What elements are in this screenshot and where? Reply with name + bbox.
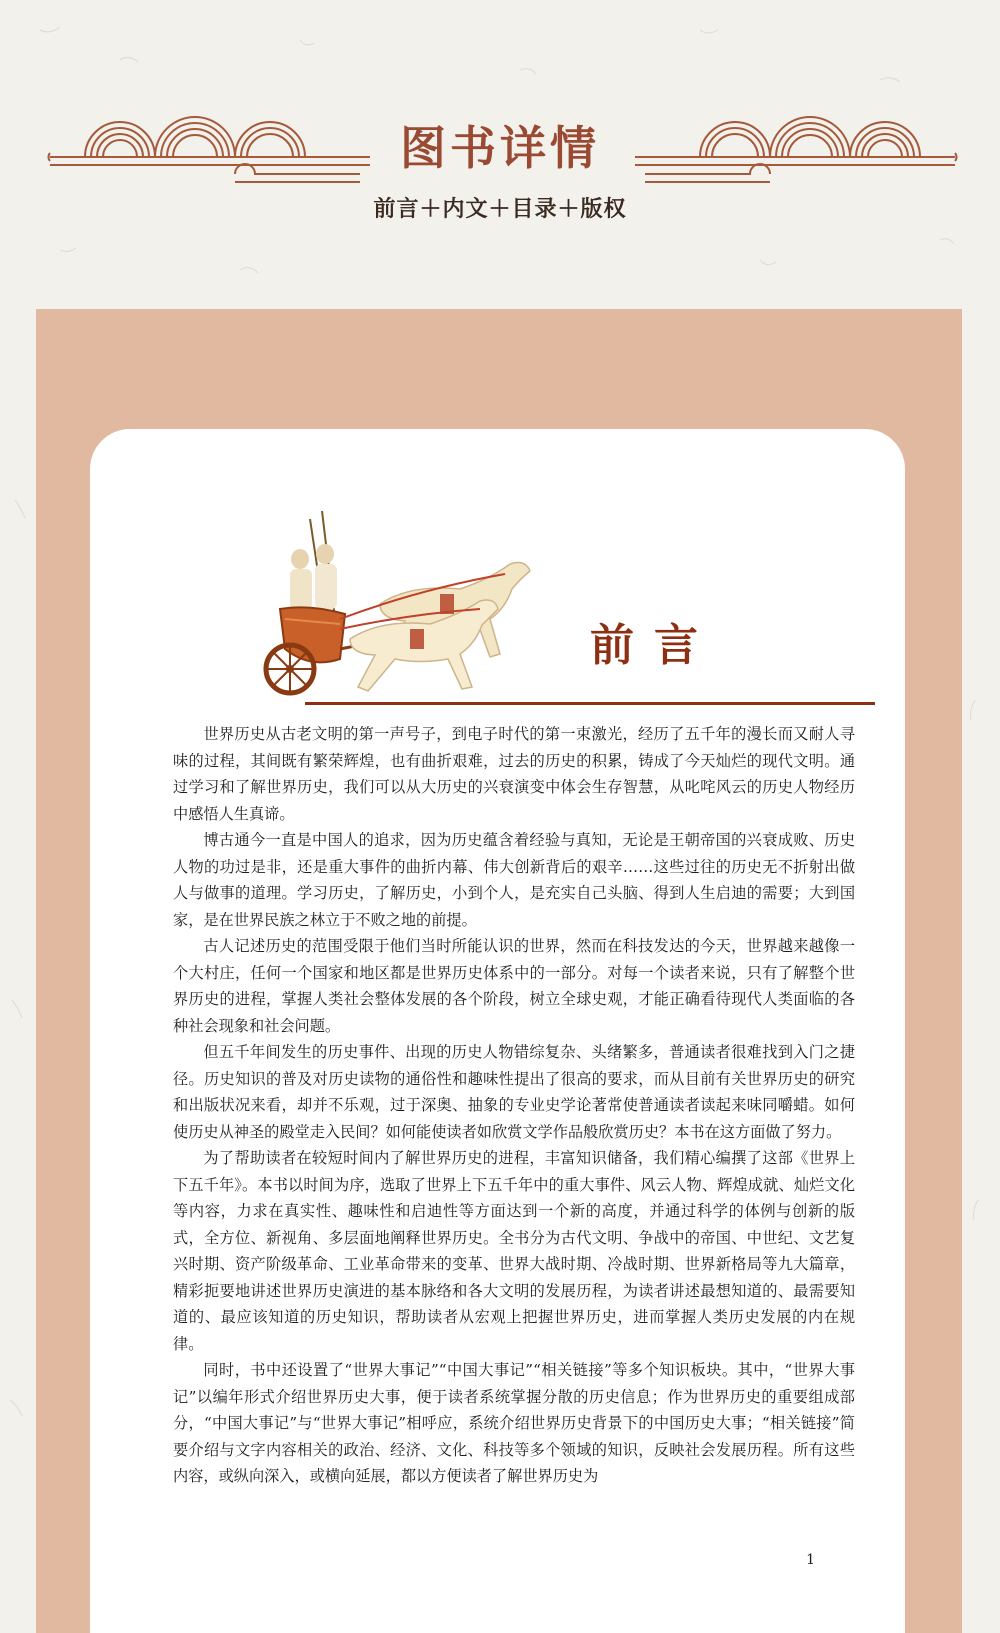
section-title: 前言 [590, 620, 718, 671]
preface-body [173, 721, 855, 1490]
paragraph: 古人记述历史的范围受限于他们当时所能认识的世界，然而在科技发达的今天，世界越来越像一个大村庄，任何一个国家和地区都是世界历史体系中的一部分。对每一个读者来说，只有了解整个世界历史的进程，掌握人类社会整体发展的各个阶段，树立全球史观，才能正确看待现代人类面临的各种社会现象和社会问题。 [173, 937, 855, 1035]
paragraph: 为了帮助读者在较短时间内了解世界历史的进程，丰富知识储备，我们精心编撰了这部《世界上下五千年》。本书以时间为序，选取了世界上下五千年中的重大事件、风云人物、辉煌成就、灿烂文化等内容，力求在真实性、趣味性和启迪性等方面达到一个新的高度，并通过科学的体例与创新的版式，全方位、新视角、多层面地阐释世界历史。全书分为古代文明、争战中的帝国、中世纪、文艺复兴时期、资产阶级革命、工业革命带来的变革、世界大战时期、冷战时期、世界新格局等九大篇章，精彩扼要地讲述世界历史演进的基本脉络和各大文明的发展历程，为读者讲述最想知道的、最需要知道的、最应该知道的历史知识，帮助读者从宏观上把握世界历史，进而掌握人类历史发展的内在规律。 [173, 1149, 855, 1353]
page-number: 1 [806, 1552, 815, 1568]
paragraph: 但五千年间发生的历史事件、出现的历史人物错综复杂、头绪繁多，普通读者很难找到入门之捷径。历史知识的普及对历史读物的通俗性和趣味性提出了很高的要求，而从目前有关世界历史的研究和出版状况来看，却并不乐观，过于深奥、抽象的专业史学论著常使普通读者读起来味同嚼蜡。如何使历史从神圣的殿堂走入民间？如何能使读者如欣赏文学作品般欣赏历史？本书在这方面做了努力。 [173, 1043, 855, 1141]
chariot-illustration-icon [240, 509, 600, 709]
book-page [90, 429, 905, 1633]
paragraph: 同时，书中还设置了“世界大事记”“中国大事记”“相关链接”等多个知识板块。其中，“世界大事记”以编年形式介绍世界历史大事，便于读者系统掌握分散的历史信息；作为世界历史的重要组成部分，“中国大事记”与“世界大事记”相呼应，系统介绍世界历史背景下的中国历史大事；“相关链接”简要介绍与文字内容相关的政治、经济、文化、科技等多个领域的知识，反映社会发展历程。所有这些内容，或纵向深入，或横向延展，都以方便读者了解世界历史为 [173, 1361, 855, 1485]
page-subtitle: 前言＋内文＋目录＋版权 [373, 197, 627, 222]
page-title: 图书详情 [400, 121, 600, 175]
paragraph: 世界历史从古老文明的第一声号子，到电子时代的第一束激光，经历了五千年的漫长而又耐人寻味的过程，其间既有繁荣辉煌，也有曲折艰难，过去的历史的积累，铸成了今天灿烂的现代文明。通过学习和了解世界历史，我们可以从大历史的兴衰演变中体会生存智慧，从叱咤风云的历史人物经历中感悟人生真谛。 [173, 725, 855, 823]
paragraph: 博古通今一直是中国人的追求，因为历史蕴含着经验与真知，无论是王朝帝国的兴衰成败、历史人物的功过是非，还是重大事件的曲折内幕、伟大创新背后的艰辛……这些过往的历史无不折射出做人与做事的道理。学习历史，了解历史，小到个人，是充实自己头脑、得到人生启迪的需要；大到国家，是在世界民族之林立于不败之地的前提。 [173, 831, 855, 929]
header [0, 0, 1000, 300]
title-underline [305, 702, 875, 705]
